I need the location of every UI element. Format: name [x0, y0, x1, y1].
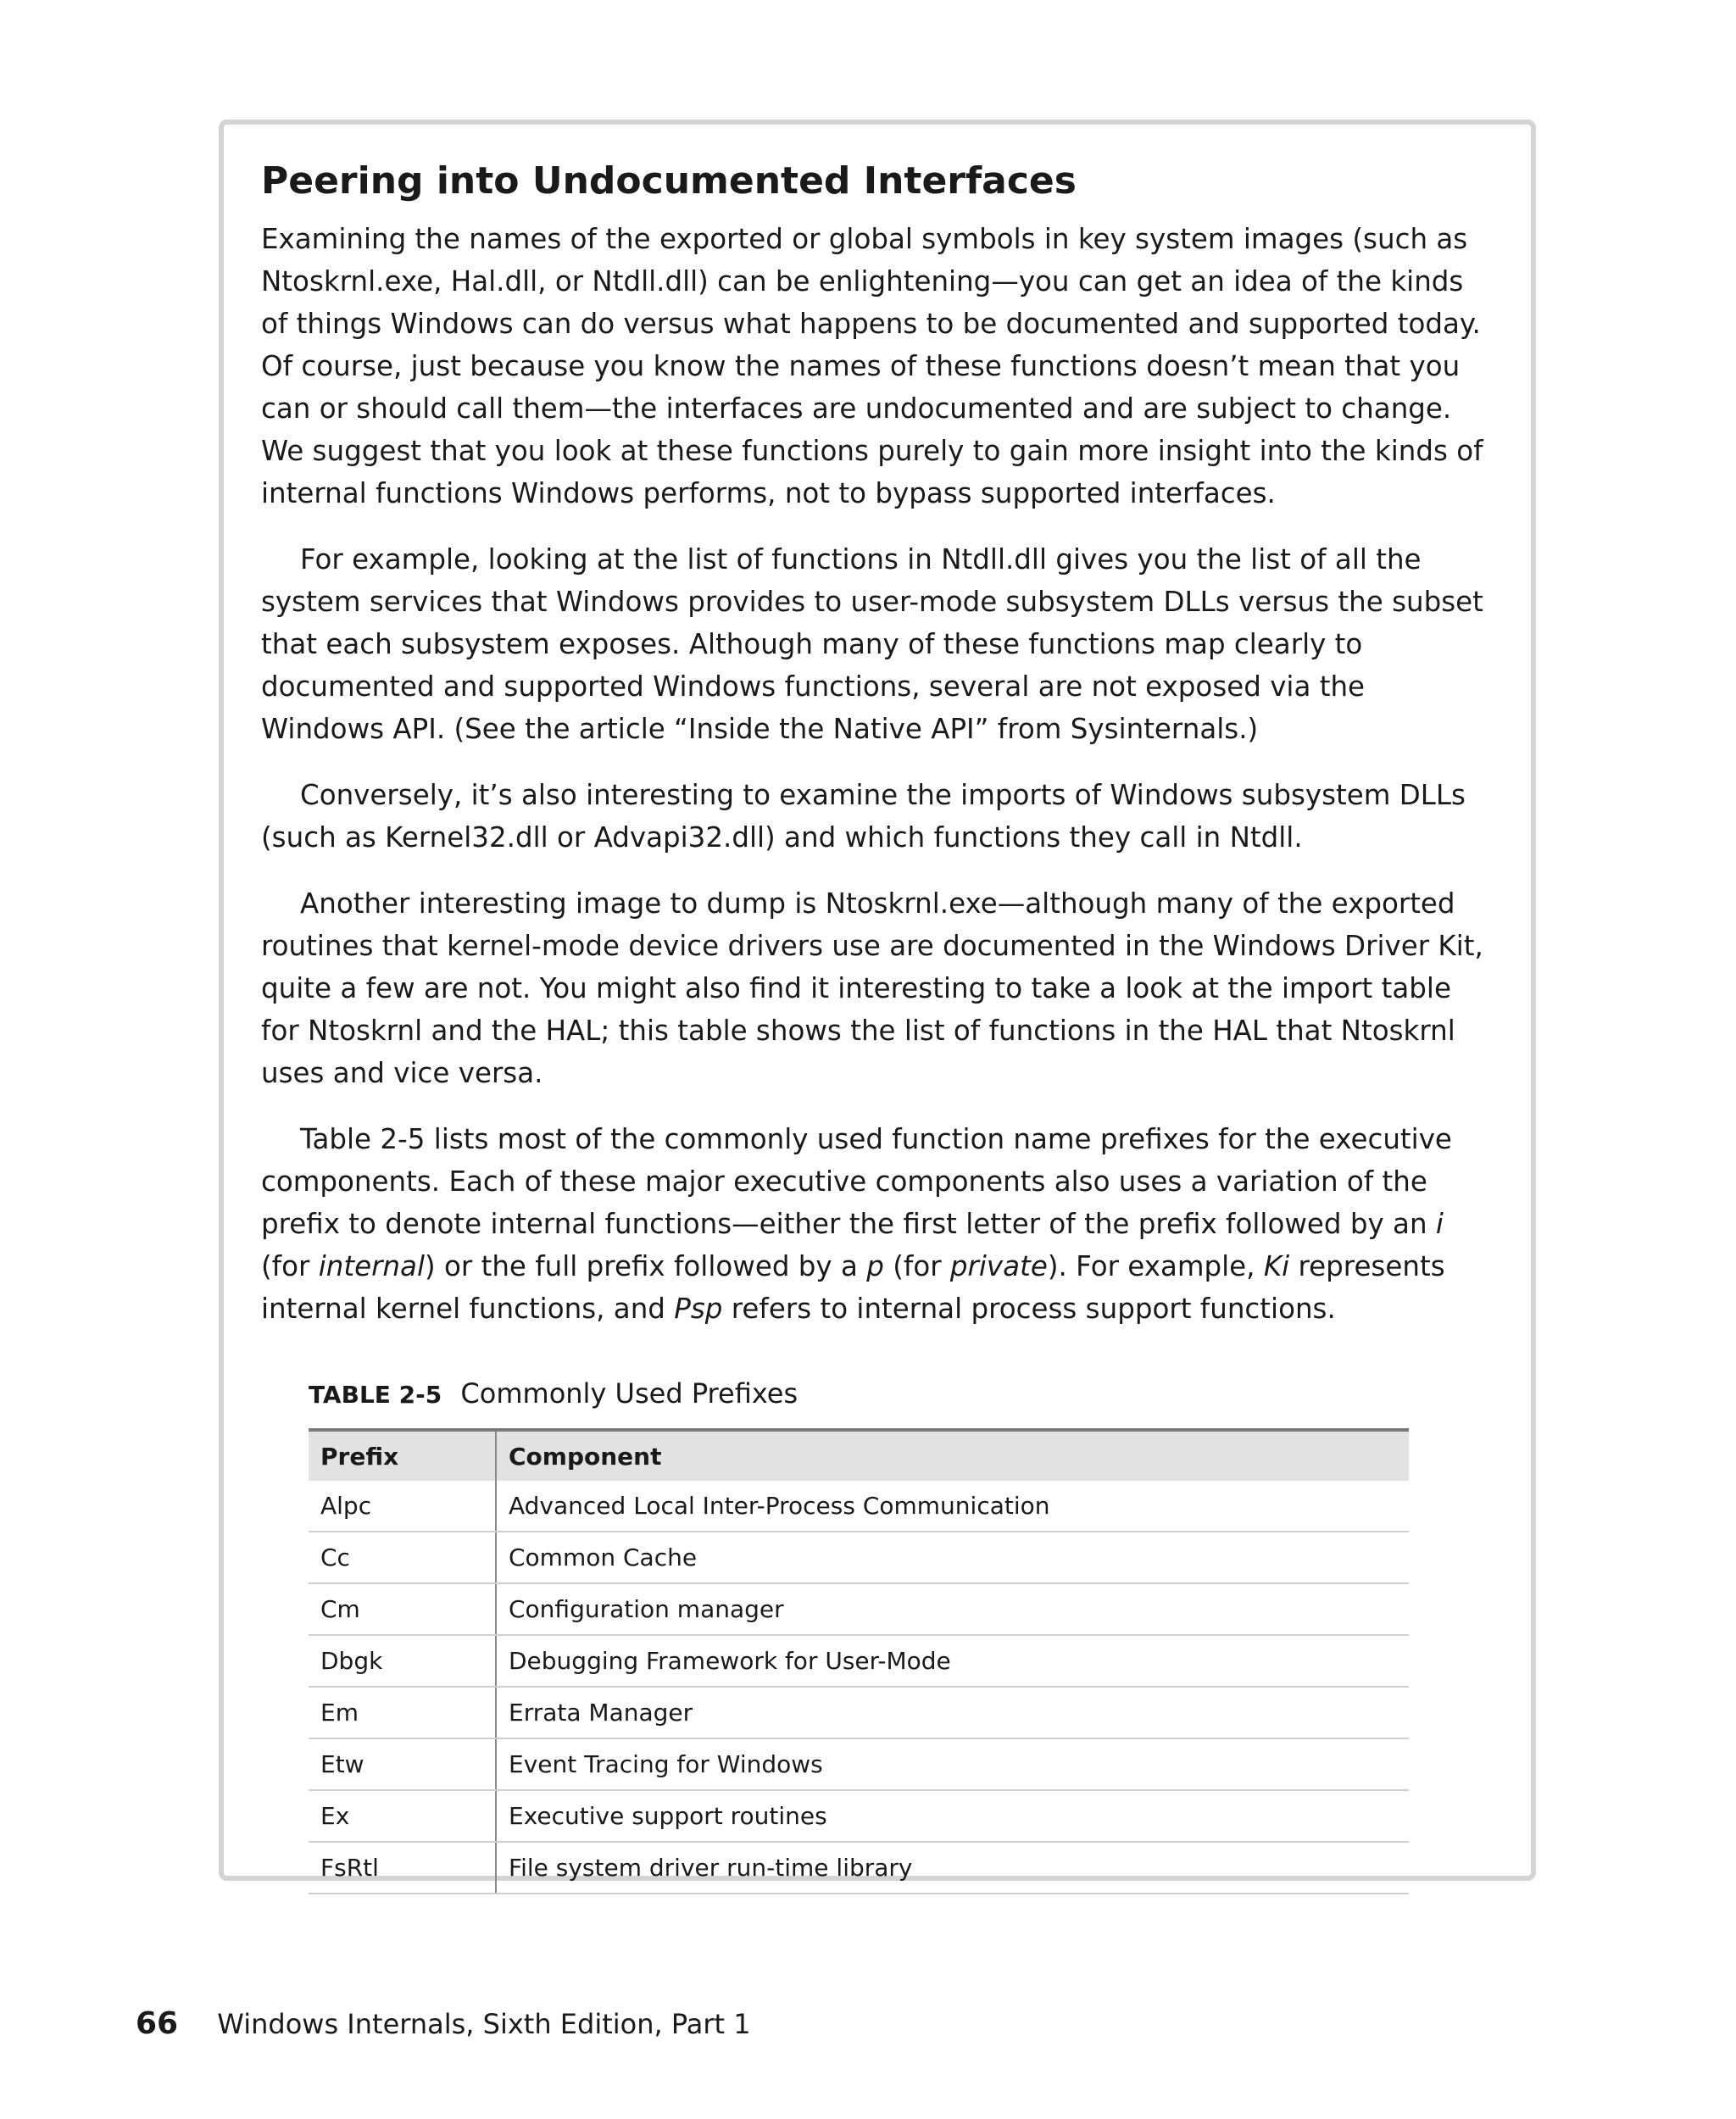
cell-prefix: Cm [309, 1583, 496, 1635]
paragraph-5-text: represents internal kernel functions, and [261, 1250, 1445, 1325]
prefix-table [309, 1428, 1409, 1894]
paragraph-1: Examining the names of the exported or global symbols in key system images (such as Ntoskrnl.exe, Hal.dll, or Ntdll.dll) can be enlightening—you can get an idea of the kinds of things Windows can do versus what happens to be documented and supported today. Of course, just because you know the names of these functions doesn’t mean that you can or should call them—the interfaces are undocumented and are subject to change. We suggest that you look at these functions purely to gain more insight into the kinds of internal functions Windows performs, not to bypass supported interfaces. [261, 223, 1483, 509]
book-title: Windows Internals, Sixth Edition, Part 1 [217, 2008, 751, 2040]
cell-prefix: Alpc [309, 1481, 496, 1532]
cell-prefix: Ex [309, 1790, 496, 1842]
cell-prefix: Dbgk [309, 1635, 496, 1687]
cell-component: Debugging Framework for User-Mode [496, 1635, 1409, 1687]
paragraph-5 [261, 1118, 1494, 1330]
cell-prefix: Etw [309, 1738, 496, 1790]
cell-component: File system driver run-time library [496, 1842, 1409, 1894]
cell-component: Errata Manager [496, 1687, 1409, 1738]
paragraph-5-text: (for [261, 1250, 319, 1282]
table-caption-text: Commonly Used Prefixes [460, 1377, 798, 1410]
cell-component: Event Tracing for Windows [496, 1738, 1409, 1790]
page-footer [136, 2007, 751, 2041]
table-caption-label: TABLE 2-5 [309, 1381, 442, 1409]
paragraph-5-italic: Ki [1263, 1250, 1290, 1282]
header-prefix: Prefix [309, 1430, 496, 1481]
sidebar-title: Peering into Undocumented Interfaces [261, 159, 1077, 203]
paragraph-5-italic: Psp [674, 1293, 723, 1325]
paragraph-2: For example, looking at the list of functions in Ntdll.dll gives you the list of all the system services that Windows provides to user-mode subsystem DLLs versus the subset that each subsystem exposes. Although many of these functions map clearly to documented and supported Windows functions, several are not exposed via the Windows API. (See the article “Inside the Native API” from Sysinternals.) [261, 543, 1483, 745]
paragraph-5-text: (for [883, 1250, 950, 1282]
table-row [309, 1481, 1409, 1532]
cell-component: Advanced Local Inter-Process Communication [496, 1481, 1409, 1532]
paragraph-5-italic: p [866, 1250, 884, 1282]
table-row [309, 1687, 1409, 1738]
sidebar-box [219, 120, 1536, 1881]
paragraph-5-italic: i [1435, 1208, 1444, 1240]
cell-prefix: Cc [309, 1532, 496, 1583]
cell-prefix: Em [309, 1687, 496, 1738]
cell-component: Common Cache [496, 1532, 1409, 1583]
paragraph-5-text: Table 2-5 lists most of the commonly used function name prefixes for the executive components. Each of these major executive components also uses a variation of the prefix to denote internal functions—either the first letter of the prefix followed by an [261, 1123, 1452, 1240]
cell-component: Executive support routines [496, 1790, 1409, 1842]
table-row [309, 1842, 1409, 1894]
paragraph-5-text: ). For example, [1047, 1250, 1264, 1282]
table-row [309, 1583, 1409, 1635]
table-row [309, 1532, 1409, 1583]
page-number: 66 [136, 2006, 179, 2041]
header-component: Component [509, 1442, 662, 1471]
table-row [309, 1635, 1409, 1687]
paragraph-5-text: refers to internal process support functions. [722, 1293, 1336, 1325]
cell-component: Configuration manager [496, 1583, 1409, 1635]
table-caption [309, 1376, 1494, 1413]
table-row [309, 1738, 1409, 1790]
paragraph-5-italic: private [949, 1250, 1048, 1282]
paragraph-3: Conversely, it’s also interesting to examine the imports of Windows subsystem DLLs (such as Kernel32.dll or Advapi32.dll) and which functions they call in Ntdll. [261, 779, 1466, 854]
table-header-row [309, 1430, 1409, 1481]
paragraph-5-italic: internal [318, 1250, 425, 1282]
paragraph-5-text: ) or the full prefix followed by a [424, 1250, 867, 1282]
cell-prefix: FsRtl [309, 1842, 496, 1894]
table-row [309, 1790, 1409, 1842]
paragraph-4: Another interesting image to dump is Ntoskrnl.exe—although many of the exported routines that kernel-mode device drivers use are documented in the Windows Driver Kit, quite a few are not. You might also find it interesting to take a look at the import table for Ntoskrnl and the HAL; this table shows the list of functions in the HAL that Ntoskrnl uses and vice versa. [261, 887, 1483, 1089]
